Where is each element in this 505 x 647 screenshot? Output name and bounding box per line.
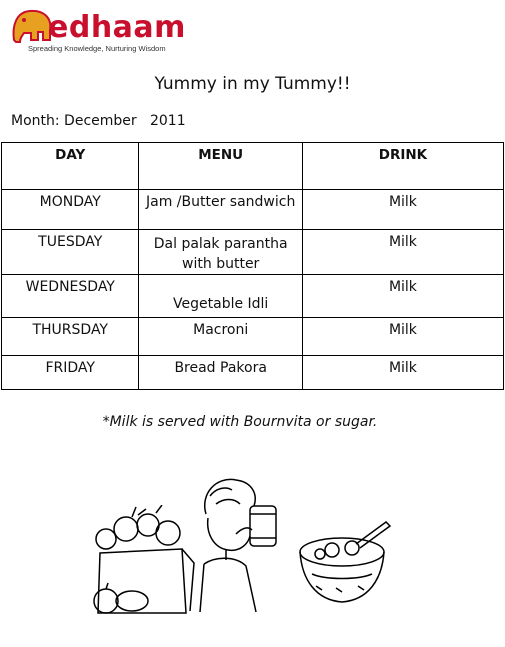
menu-cell bbox=[139, 230, 302, 275]
drink-cell: Milk bbox=[302, 190, 503, 230]
logo-wordmark: edhaam bbox=[48, 10, 186, 45]
menu-line: with butter bbox=[182, 256, 260, 272]
day-cell: THURSDAY bbox=[2, 318, 139, 356]
month-line: Month: December 2011 bbox=[11, 113, 186, 129]
header-day: DAY bbox=[2, 143, 139, 190]
menu-cell bbox=[139, 275, 302, 318]
drink-cell: Milk bbox=[302, 230, 503, 275]
table-row bbox=[2, 275, 504, 318]
header-drink: DRINK bbox=[302, 143, 503, 190]
menu-line: Dal palak parantha bbox=[153, 236, 288, 252]
medhaam-logo bbox=[10, 6, 186, 56]
day-cell: MONDAY bbox=[2, 190, 139, 230]
day-cell: TUESDAY bbox=[2, 230, 139, 275]
menu-cell: Bread Pakora bbox=[139, 356, 302, 390]
vegetable-basket-icon bbox=[86, 505, 198, 615]
menu-cell: Macroni bbox=[139, 318, 302, 356]
day-cell: WEDNESDAY bbox=[2, 275, 139, 318]
page-title: Yummy in my Tummy!! bbox=[154, 74, 351, 94]
footnote: *Milk is served with Bournvita or sugar. bbox=[102, 414, 378, 430]
table-row bbox=[2, 190, 504, 230]
menu-table bbox=[1, 142, 504, 390]
day-cell: FRIDAY bbox=[2, 356, 139, 390]
menu-cell: Jam /Butter sandwich bbox=[139, 190, 302, 230]
drink-cell: Milk bbox=[302, 275, 503, 318]
table-row bbox=[2, 318, 504, 356]
food-bowl-icon bbox=[296, 520, 392, 606]
table-header-row bbox=[2, 143, 504, 190]
child-drinking-icon bbox=[196, 474, 300, 614]
table-row bbox=[2, 356, 504, 390]
drink-cell: Milk bbox=[302, 356, 503, 390]
drink-cell: Milk bbox=[302, 318, 503, 356]
logo-tagline: Spreading Knowledge, Nurturing Wisdom bbox=[28, 44, 166, 53]
header-menu: MENU bbox=[139, 143, 302, 190]
table-row bbox=[2, 230, 504, 275]
menu-text: Vegetable Idli bbox=[173, 296, 269, 312]
